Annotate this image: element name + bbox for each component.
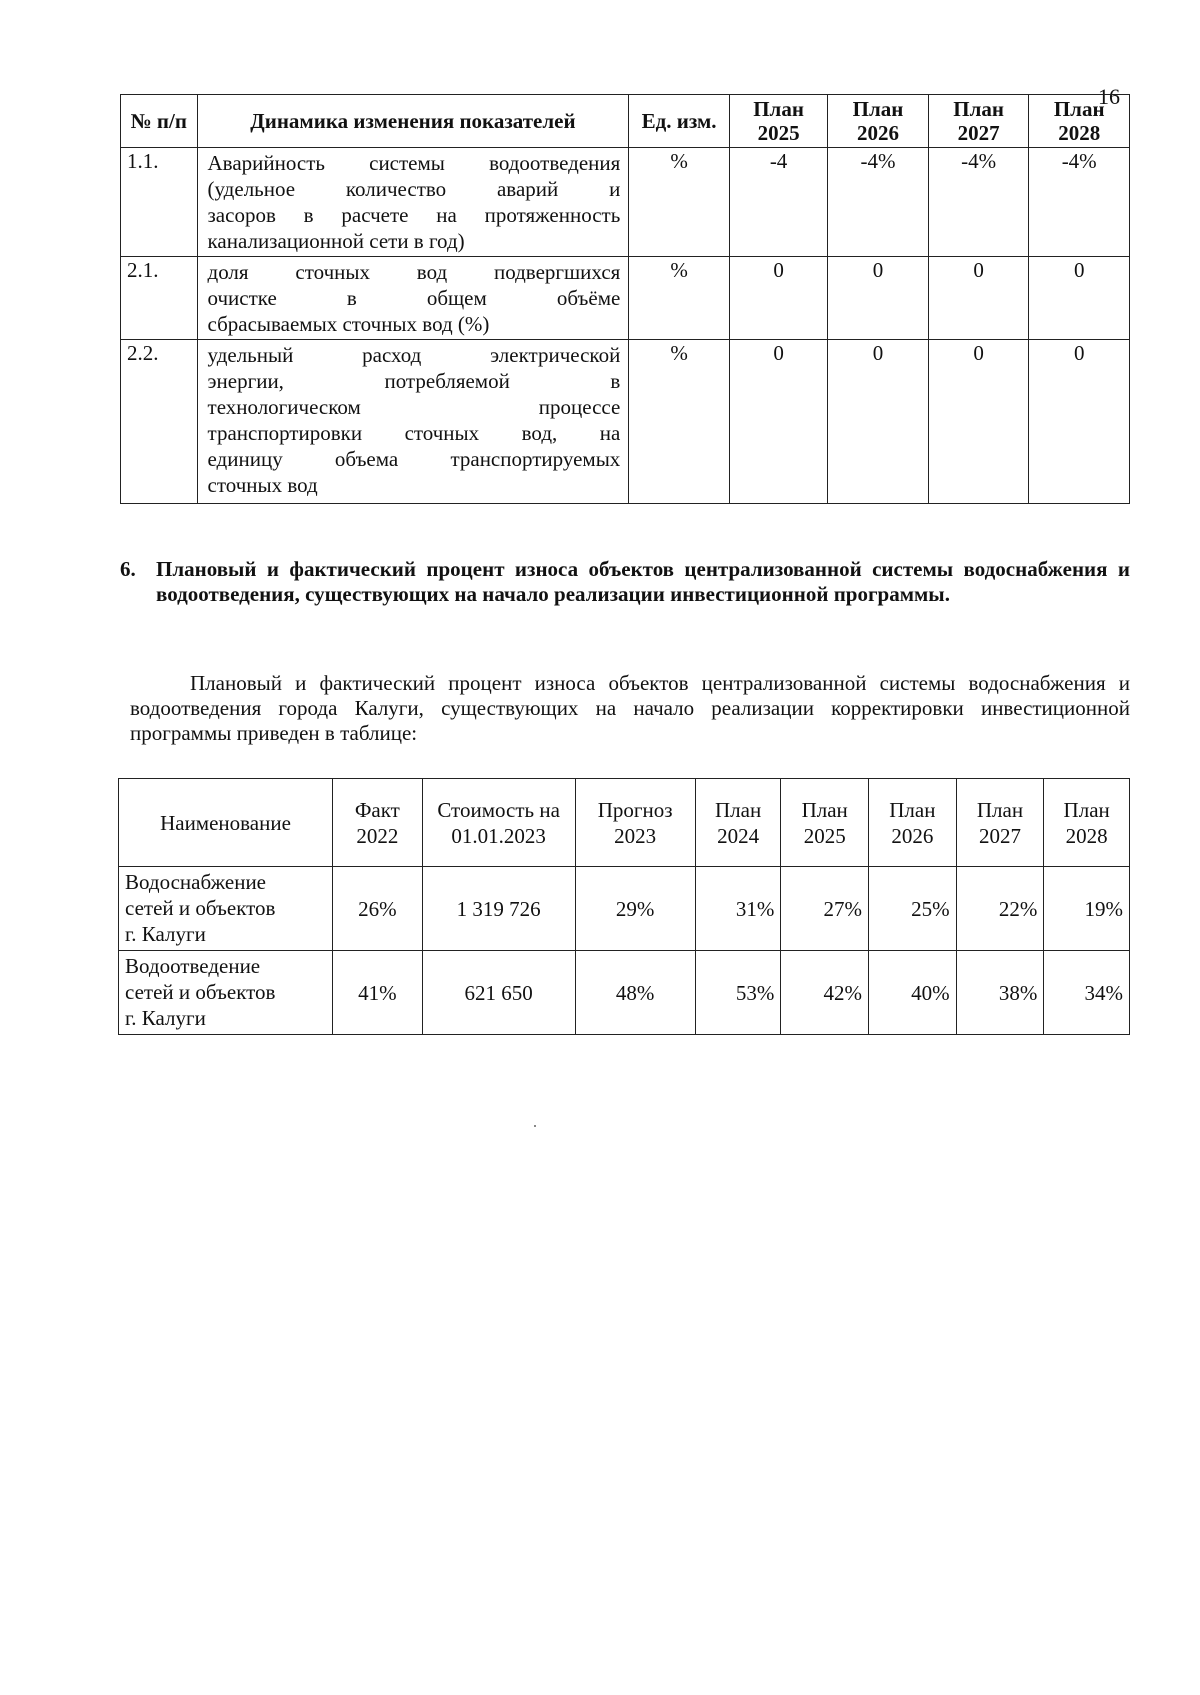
name-line: г. Калуги xyxy=(125,1006,206,1030)
header-plan-2026: План 2026 xyxy=(869,779,957,867)
body-paragraph: Плановый и фактический процент износа объектов централизованной системы водоснабжения и водоотведения города Калуги, существующих на начало реализации корректировки инвестиционной программы приведен в таблице: xyxy=(130,671,1130,745)
desc-line: транспортировки сточных вод, на xyxy=(207,421,621,445)
header-plan-2026: План 2026 xyxy=(828,95,929,148)
row-name xyxy=(119,867,333,951)
row-plan-2025: -4 xyxy=(729,148,827,257)
row-cost: 621 650 xyxy=(422,951,575,1035)
section-number: 6. xyxy=(120,557,136,581)
row-forecast-2023: 48% xyxy=(575,951,695,1035)
desc-line: канализационной сети в год) xyxy=(207,229,465,253)
header-unit: Ед. изм. xyxy=(629,95,730,148)
header-plan-2024: План 2024 xyxy=(695,779,781,867)
row-plan-2027: 22% xyxy=(956,867,1044,951)
row-plan-2027: 38% xyxy=(956,951,1044,1035)
row-plan-2025: 0 xyxy=(729,257,827,340)
row-cost: 1 319 726 xyxy=(422,867,575,951)
desc-line: единицу объема транспортируемых xyxy=(207,447,621,471)
table-row xyxy=(119,951,1130,1035)
indicators-table xyxy=(120,94,1130,504)
row-plan-2027: 0 xyxy=(928,340,1029,504)
row-forecast-2023: 29% xyxy=(575,867,695,951)
row-name xyxy=(119,951,333,1035)
row-plan-2026: 25% xyxy=(869,867,957,951)
row-description xyxy=(197,340,629,504)
name-line: сетей и объектов xyxy=(125,980,276,1004)
desc-line: технологическом процессе xyxy=(207,395,621,419)
wear-table xyxy=(118,778,1130,1035)
desc-line: энергии, потребляемой в xyxy=(207,369,621,393)
header-indicator: Динамика изменения показателей xyxy=(197,95,629,148)
row-plan-2027: -4% xyxy=(928,148,1029,257)
row-plan-2028: 34% xyxy=(1044,951,1130,1035)
row-plan-2025: 27% xyxy=(781,867,869,951)
header-plan-2025: План 2025 xyxy=(781,779,869,867)
row-plan-2027: 0 xyxy=(928,257,1029,340)
desc-line: Аварийность системы водоотведения xyxy=(207,151,621,175)
row-plan-2024: 53% xyxy=(695,951,781,1035)
table-row xyxy=(119,867,1130,951)
name-line: сетей и объектов xyxy=(125,896,276,920)
row-plan-2026: 0 xyxy=(828,257,929,340)
header-name: Наименование xyxy=(119,779,333,867)
header-forecast-2023: Прогноз 2023 xyxy=(575,779,695,867)
row-plan-2028: 0 xyxy=(1029,340,1130,504)
header-plan-2028: План 2028 xyxy=(1044,779,1130,867)
desc-line: очистке в общем объёме xyxy=(207,286,621,310)
table-row xyxy=(121,148,1130,257)
row-plan-2028: 19% xyxy=(1044,867,1130,951)
section-title: Плановый и фактический процент износа объектов централизованной системы водоснабжения и водоотведения, существующих на начало реализации инвестиционной программы. xyxy=(156,557,1130,606)
row-fact-2022: 26% xyxy=(333,867,423,951)
row-plan-2028: -4% xyxy=(1029,148,1130,257)
row-plan-2026: -4% xyxy=(828,148,929,257)
header-plan-2027: План 2027 xyxy=(928,95,1029,148)
row-plan-2025: 0 xyxy=(729,340,827,504)
name-line: Водоснабжение xyxy=(125,870,267,894)
row-plan-2026: 40% xyxy=(869,951,957,1035)
desc-line: засоров в расчете на протяженность xyxy=(207,203,621,227)
row-unit: % xyxy=(629,257,730,340)
desc-line: (удельное количество аварий и xyxy=(207,177,621,201)
page-number: 16 xyxy=(1098,84,1120,109)
row-description xyxy=(197,148,629,257)
header-plan-2027: План 2027 xyxy=(956,779,1044,867)
header-plan-2028: План 2028 xyxy=(1029,95,1130,148)
header-num: № п/п xyxy=(121,95,198,148)
header-fact-2022: Факт 2022 xyxy=(333,779,423,867)
header-cost: Стоимость на 01.01.2023 xyxy=(422,779,575,867)
row-plan-2028: 0 xyxy=(1029,257,1130,340)
desc-line: удельный расход электрической xyxy=(207,343,621,367)
row-description xyxy=(197,257,629,340)
name-line: г. Калуги xyxy=(125,922,206,946)
scan-speck xyxy=(534,1125,536,1127)
section-heading xyxy=(120,557,1130,607)
row-num: 2.2. xyxy=(121,340,198,504)
header-plan-2025: План 2025 xyxy=(729,95,827,148)
table-row xyxy=(121,340,1130,504)
row-num: 1.1. xyxy=(121,148,198,257)
row-unit: % xyxy=(629,340,730,504)
row-fact-2022: 41% xyxy=(333,951,423,1035)
desc-line: сточных вод xyxy=(207,473,318,497)
row-unit: % xyxy=(629,148,730,257)
desc-line: доля сточных вод подвергшихся xyxy=(207,260,621,284)
desc-line: сбрасываемых сточных вод (%) xyxy=(207,312,490,336)
table-header-row xyxy=(119,779,1130,867)
name-line: Водоотведение xyxy=(125,954,261,978)
table-header-row xyxy=(121,95,1130,148)
row-plan-2024: 31% xyxy=(695,867,781,951)
row-num: 2.1. xyxy=(121,257,198,340)
table-row xyxy=(121,257,1130,340)
row-plan-2026: 0 xyxy=(828,340,929,504)
row-plan-2025: 42% xyxy=(781,951,869,1035)
